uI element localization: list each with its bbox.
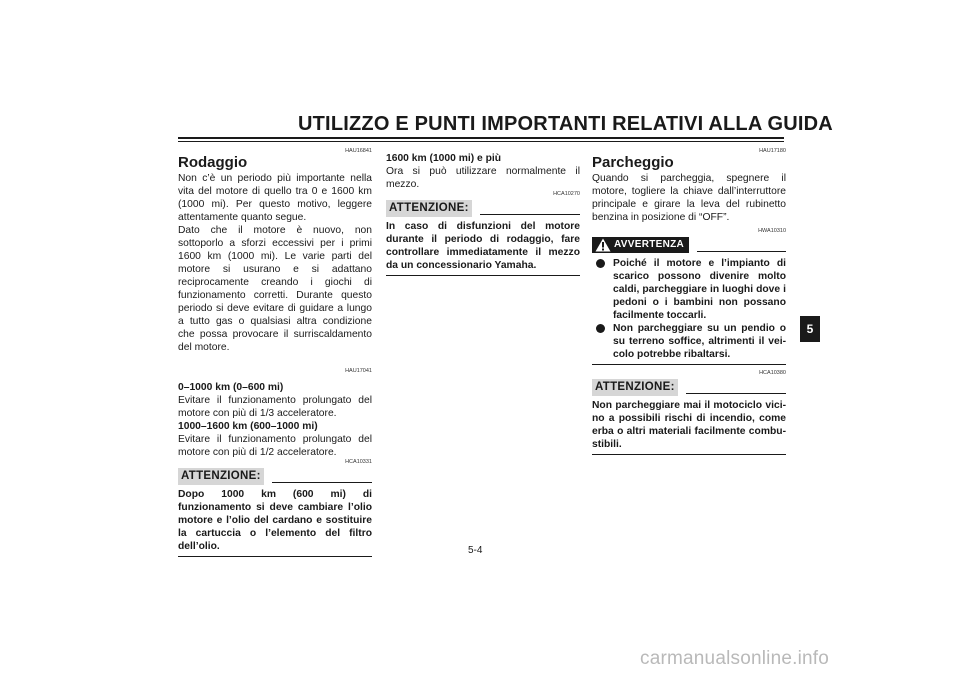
caution-header: [386, 200, 580, 217]
caution-text: Dopo 1000 km (600 mi) di funzionamento si deve cambiare l’olio motore e l’olio del cardano e sostituire la cartuccia o l’elemento del filtro dell’olio.: [178, 489, 372, 552]
page-number: 5-4: [468, 545, 483, 556]
warning-rule: [697, 251, 786, 252]
paragraph: Dato che il motore è nuovo, non sottoporlo a sforzi eccessivi per i primi 1600 km (1000 mi). Le varie parti del motore si usurano e si adattano reciprocamente creando i giochi di funzionamento corretti. Durante questo periodo si deve evitare di guidare a lungo a tutto gas o qualsiasi altra condizione che possa provocare il surriscaldamento del motore.: [178, 225, 372, 353]
section-code: HAU16841: [345, 148, 372, 154]
caution-label: ATTENZIONE:: [178, 468, 264, 485]
paragraph: Evitare il funzionamento prolungato del motore con più di 1/3 acceleratore.: [178, 395, 372, 419]
watermark: carmanualsonline.info: [640, 648, 830, 669]
section-title-rodaggio: Rodaggio: [178, 154, 248, 171]
subheading: 1000–1600 km (600–1000 mi): [178, 421, 318, 432]
bullet-dot-icon: [596, 259, 605, 268]
subheading: 0–1000 km (0–600 mi): [178, 382, 284, 393]
list-item-text: Non parcheggiare su un pendio o su terreno soffice, altrimenti il veicolo potrebbe ribaltarsi.: [613, 323, 786, 360]
caution-rule: [686, 393, 786, 394]
paragraph: Non c’è un periodo più importante nella vita del motore di quello tra 0 e 1600 km (1000 mi). Per questo motivo, leggere attentamente quanto segue.: [178, 173, 372, 223]
section-title-parcheggio: Parcheggio: [592, 154, 674, 171]
subheading: 1600 km (1000 mi) e più: [386, 153, 502, 164]
caution-header: [178, 468, 372, 485]
warning-code: HWA10310: [758, 228, 786, 234]
header-rule-thick: [178, 137, 784, 139]
paragraph: Quando si parcheggia, spegnere il motore, togliere la chiave dall’interruttore principale e girare la leva del rubinetto benzina in posizione di “OFF”.: [592, 173, 786, 223]
caution-rule: [480, 214, 580, 215]
chapter-tab: 5: [800, 316, 820, 342]
bullet-dot-icon: [596, 324, 605, 333]
list-item-text: Poiché il motore e l’impianto di scarico possono divenire molto caldi, parcheggiare in luoghi dove i pedoni o i bambini non possano facilmente toccarli.: [613, 258, 786, 321]
warning-label: [592, 237, 689, 253]
warning-header: [592, 237, 786, 253]
caution-text: In caso di disfunzioni del motore durante il periodo di rodaggio, fare controllare immediatamente il mezzo da un concessionario Yamaha.: [386, 221, 580, 271]
warning-end-rule: [592, 364, 786, 365]
note-code: HCA10331: [345, 459, 372, 465]
column-3: [592, 148, 786, 455]
caution-label: ATTENZIONE:: [592, 379, 678, 396]
caution-text: Non parcheggiare mai il motociclo vicino a possibili rischi di incendio, come erba o altri materiali facilmente combustibili.: [592, 400, 786, 450]
paragraph: Evitare il funzionamento prolungato del motore con più di 1/2 acceleratore.: [178, 434, 372, 458]
section-code: HAU17041: [345, 368, 372, 374]
caution-rule: [272, 482, 372, 483]
warning-bullet-list: [592, 257, 786, 361]
caution-header: [592, 379, 786, 396]
note-code: HCA10270: [553, 191, 580, 197]
warning-label-text: AVVERTENZA: [614, 239, 685, 250]
warning-triangle-icon: [595, 238, 611, 252]
header-rule-thin: [178, 141, 784, 142]
list-item: [592, 257, 786, 322]
page-header-title: UTILIZZO E PUNTI IMPORTANTI RELATIVI ALLA GUIDA: [298, 113, 833, 135]
caution-end-rule: [178, 556, 372, 557]
column-1: [178, 148, 372, 557]
caution-label: ATTENZIONE:: [386, 200, 472, 217]
note-code: HCA10380: [759, 370, 786, 376]
list-item: [592, 322, 786, 361]
column-2: [386, 148, 580, 276]
paragraph: Ora si può utilizzare normalmente il mezzo.: [386, 166, 580, 190]
caution-end-rule: [386, 275, 580, 276]
section-code: HAU17180: [759, 148, 786, 154]
caution-end-rule: [592, 454, 786, 455]
